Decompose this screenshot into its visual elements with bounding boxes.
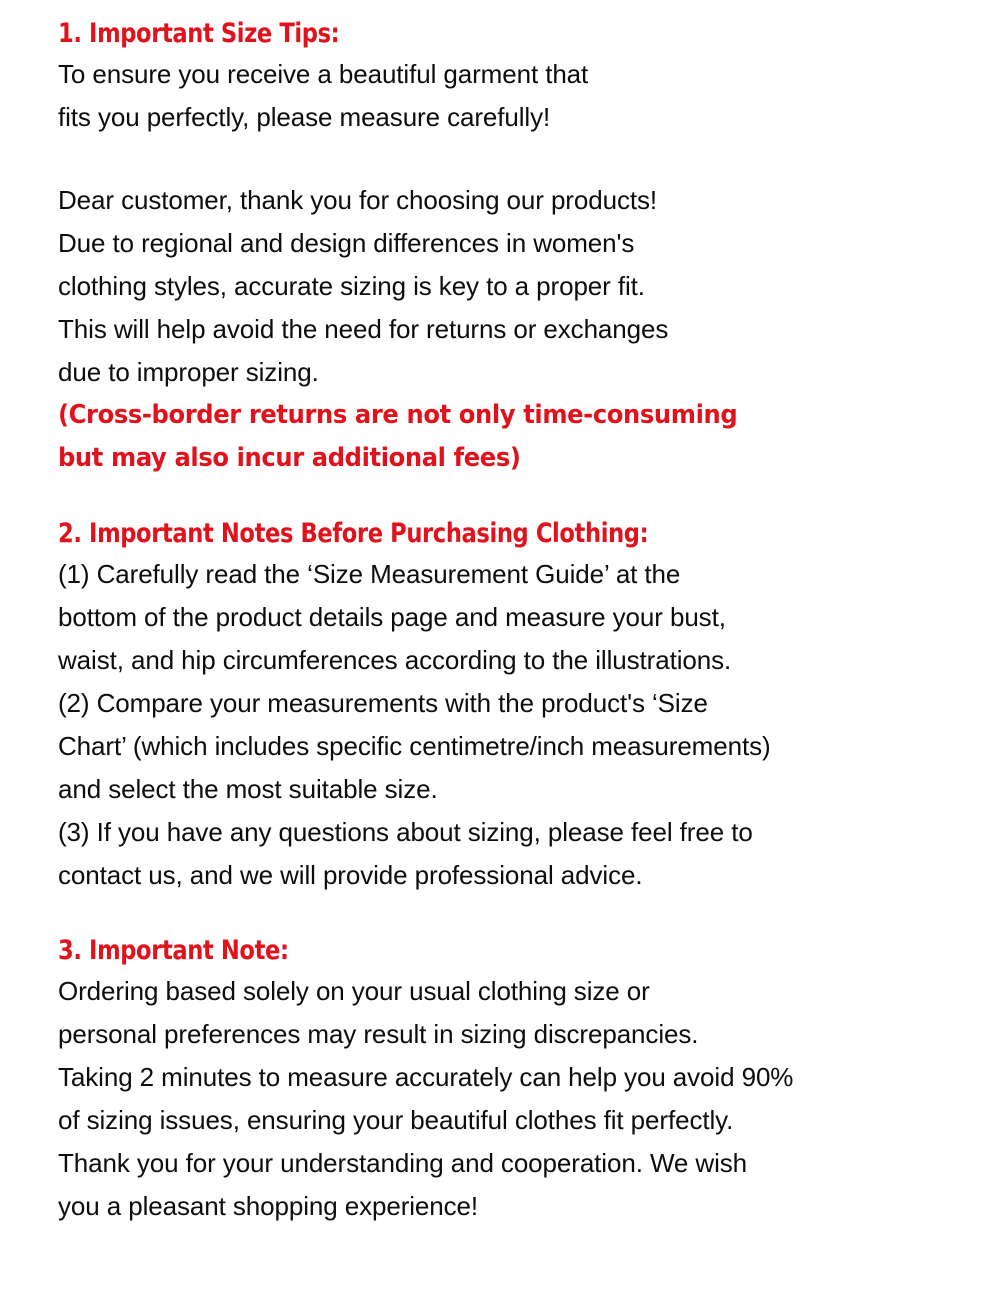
section-4-heading: 3. Important Note: (58, 935, 289, 966)
section-3-line-5: Chart’ (which includes specific centimetre/inch measurements) (58, 731, 771, 761)
section-4-line-6: you a pleasant shopping experience! (58, 1191, 479, 1221)
section-4-line-3: Taking 2 minutes to measure accurately can help you avoid 90% (58, 1062, 794, 1092)
spacer-3 (58, 897, 960, 931)
section-3-line-8: contact us, and we will provide professional advice. (58, 860, 643, 890)
section-4-line-2: personal preferences may result in sizing discrepancies. (58, 1019, 699, 1049)
section-3-line-6: and select the most suitable size. (58, 774, 438, 804)
section-purchase-notes (58, 514, 960, 897)
section-3-heading: 2. Important Notes Before Purchasing Clothing: (58, 518, 649, 549)
section-2-line-5: due to improper sizing. (58, 357, 319, 387)
section-1-heading: 1. Important Size Tips: (58, 18, 340, 49)
section-4-line-4: of sizing issues, ensuring your beautiful clothes fit perfectly. (58, 1105, 734, 1135)
section-4-line-1: Ordering based solely on your usual clothing size or (58, 976, 650, 1006)
section-2-line-1: Dear customer, thank you for choosing our products! (58, 185, 657, 215)
section-3-line-1: (1) Carefully read the ‘Size Measurement Guide’ at the (58, 559, 681, 589)
section-3-line-4: (2) Compare your measurements with the product's ‘Size (58, 688, 708, 718)
section-2-line-2: Due to regional and design differences in women's (58, 228, 635, 258)
spacer-1 (58, 139, 960, 179)
section-1-line-1: To ensure you receive a beautiful garment that (58, 59, 589, 89)
section-3-line-7: (3) If you have any questions about sizing, please feel free to (58, 817, 753, 847)
section-2-red-line-1: (Cross-border returns are not only time-consuming (58, 400, 738, 430)
section-3-line-3: waist, and hip circumferences according to the illustrations. (58, 645, 732, 675)
section-important-note (58, 931, 960, 1228)
section-customer-note (58, 179, 960, 480)
section-3-line-2: bottom of the product details page and measure your bust, (58, 602, 726, 632)
spacer-2 (58, 480, 960, 514)
section-size-tips (58, 14, 960, 139)
section-1-line-2: fits you perfectly, please measure carefully! (58, 102, 551, 132)
section-4-line-5: Thank you for your understanding and cooperation. We wish (58, 1148, 748, 1178)
section-2-line-4: This will help avoid the need for returns or exchanges (58, 314, 669, 344)
section-2-line-3: clothing styles, accurate sizing is key to a proper fit. (58, 271, 645, 301)
section-2-red-line-2: but may also incur additional fees) (58, 443, 521, 473)
